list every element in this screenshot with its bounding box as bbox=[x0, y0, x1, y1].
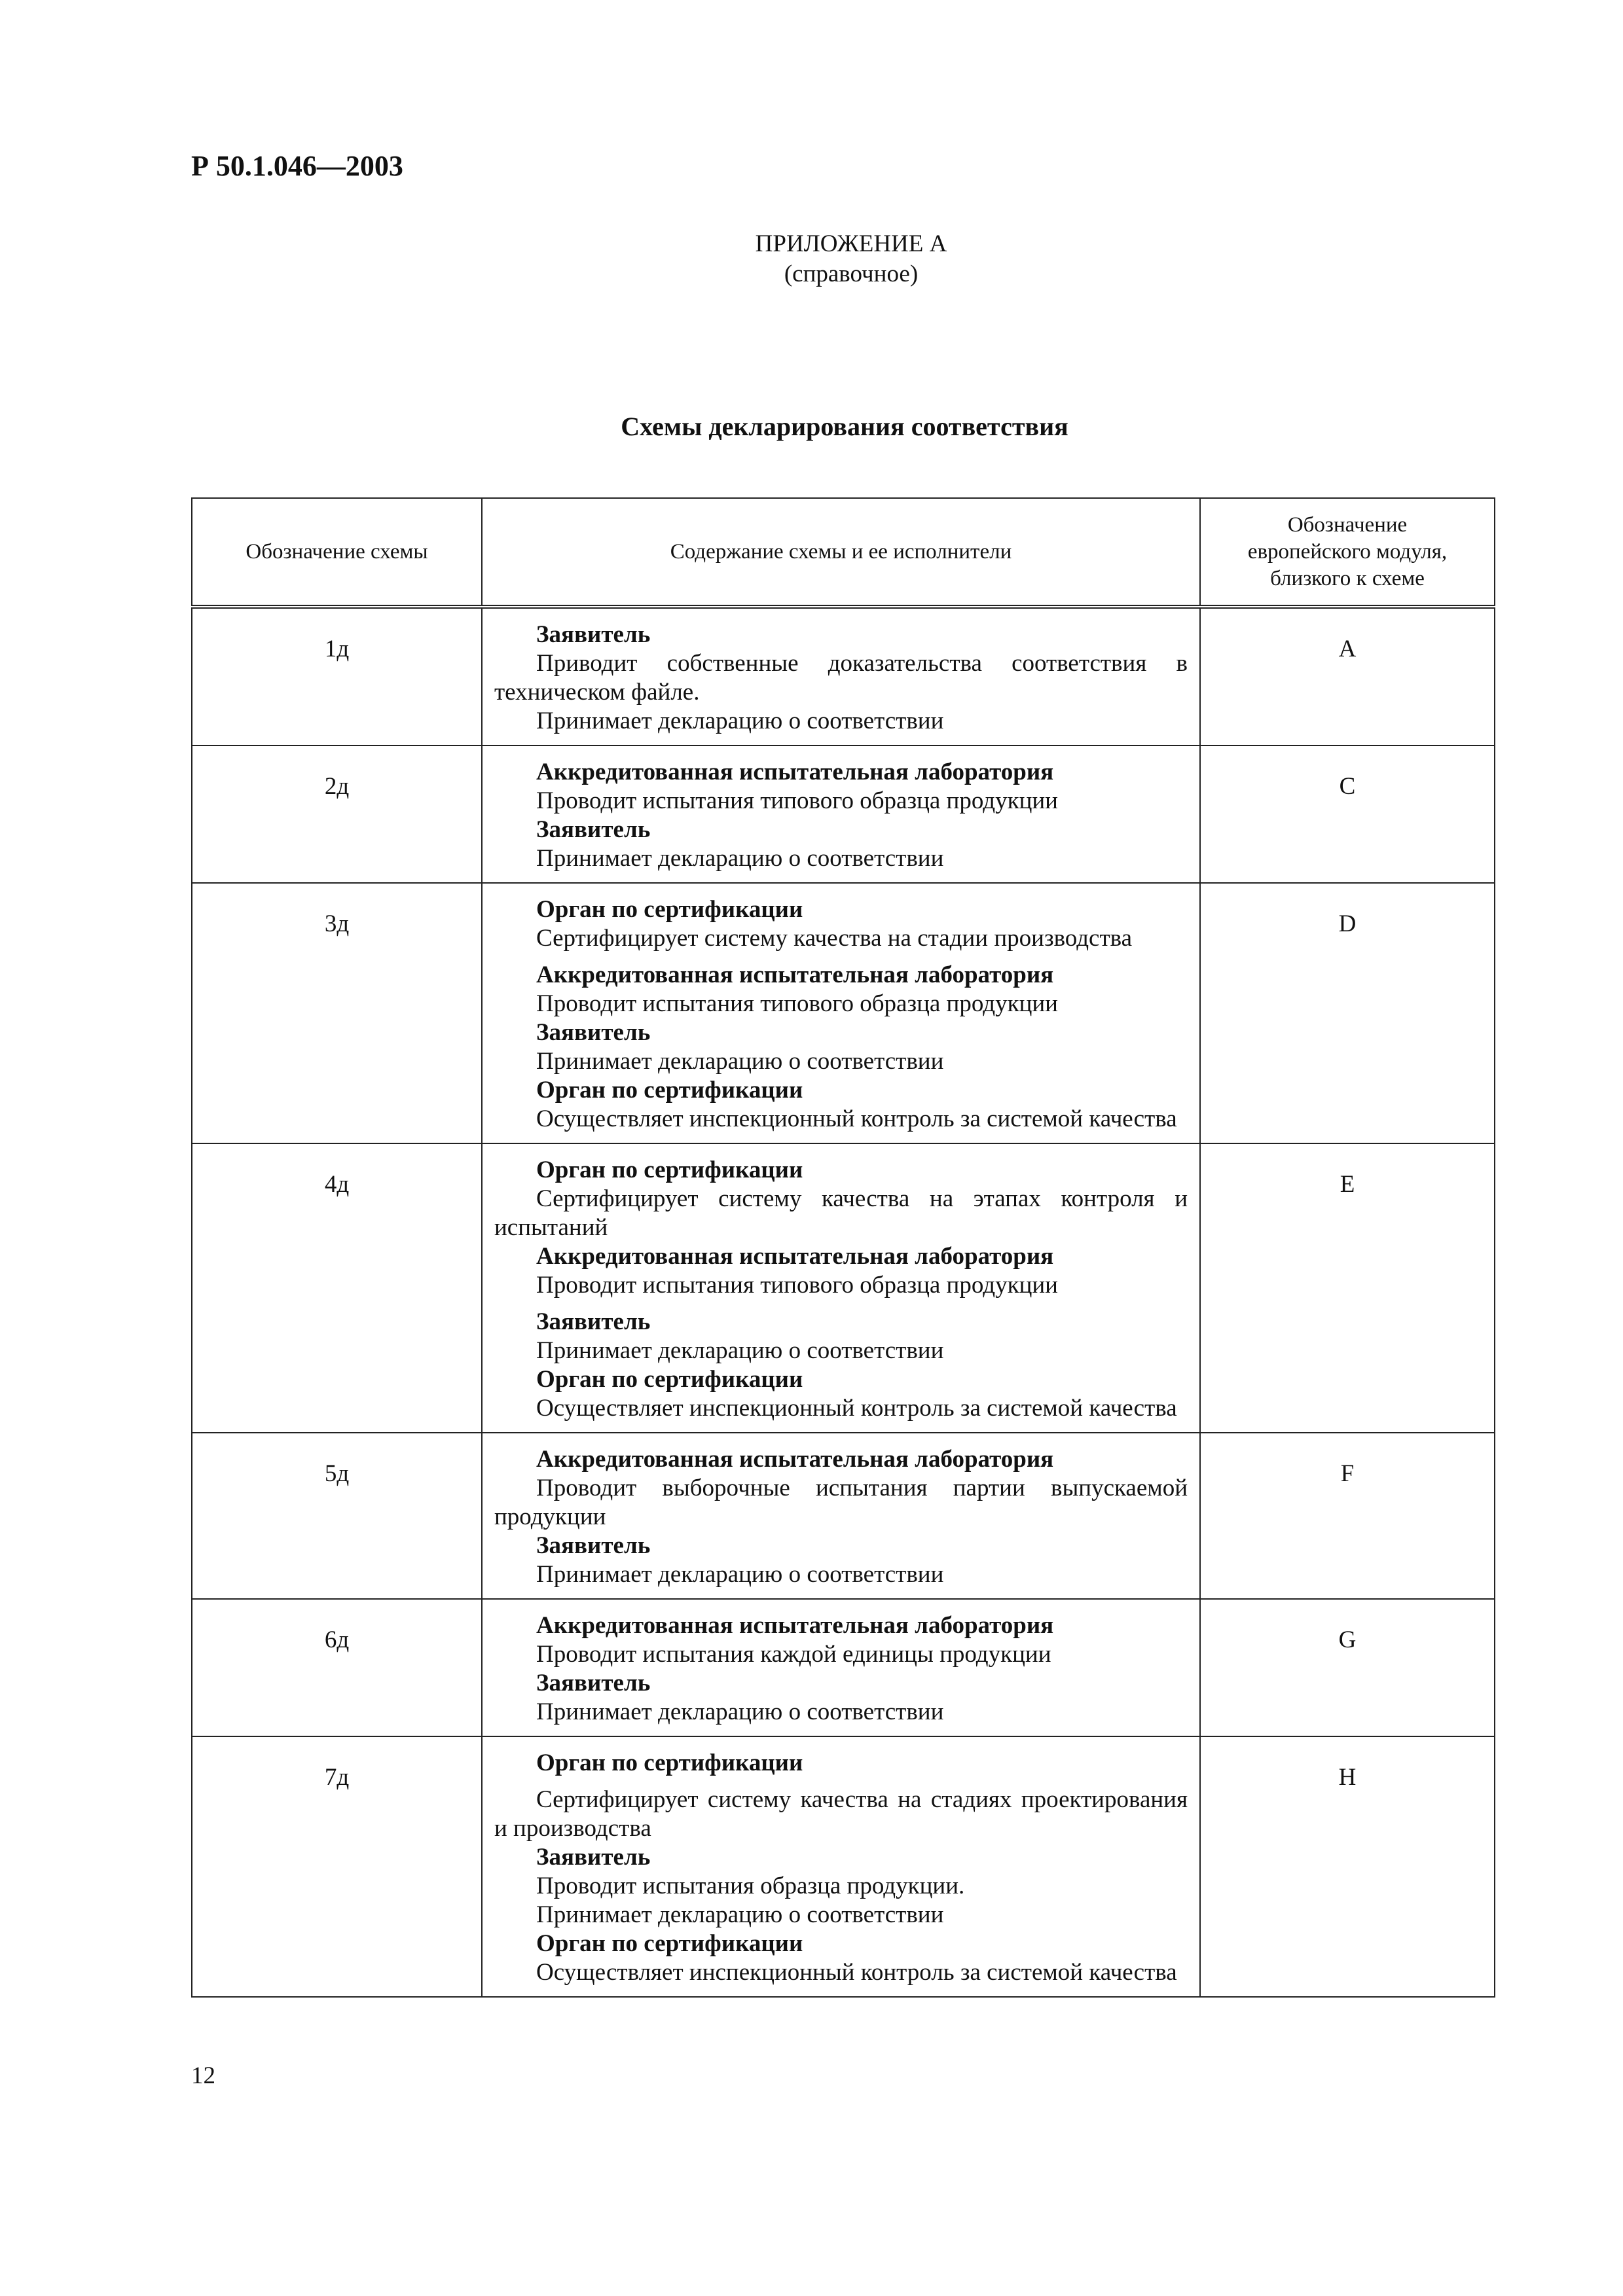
table-row bbox=[192, 883, 1495, 1143]
scheme-content-cell bbox=[482, 1736, 1200, 1997]
performer-action: Принимает декларацию о соответствии bbox=[536, 1901, 944, 1928]
scheme-content-cell bbox=[482, 1599, 1200, 1736]
performer-action: Проводит испытания образца продукции. bbox=[536, 1873, 965, 1899]
performer-action: Проводит испытания каждой единицы продукции bbox=[536, 1641, 1051, 1668]
performer-action: Проводит испытания типового образца продукции bbox=[536, 990, 1058, 1017]
header-module bbox=[1200, 498, 1495, 607]
performer-name: Заявитель bbox=[536, 1019, 651, 1046]
performer-name: Заявитель bbox=[536, 1532, 651, 1559]
scheme-code-cell: 4д bbox=[192, 1143, 482, 1433]
performer-action: Проводит испытания типового образца продукции bbox=[536, 787, 1058, 814]
performer-name: Орган по сертификации bbox=[536, 1749, 803, 1776]
performer-name: Заявитель bbox=[536, 1308, 651, 1335]
page-number: 12 bbox=[191, 2062, 215, 2089]
annex-subtitle: (справочное) bbox=[784, 260, 919, 287]
table-row bbox=[192, 745, 1495, 883]
table-header-row bbox=[192, 498, 1495, 607]
performer-action: Принимает декларацию о соответствии bbox=[536, 1048, 944, 1075]
performer-action: Проводит испытания типового образца продукции bbox=[536, 1272, 1058, 1299]
performer-action: Проводит выборочные испытания партии выпускаемой продукции bbox=[494, 1475, 1188, 1530]
module-cell: F bbox=[1200, 1433, 1495, 1599]
performer-name: Заявитель bbox=[536, 816, 651, 843]
scheme-content-cell bbox=[482, 1433, 1200, 1599]
scheme-code-cell: 2д bbox=[192, 745, 482, 883]
module-cell: D bbox=[1200, 883, 1495, 1143]
performer-name: Орган по сертификации bbox=[536, 1930, 803, 1957]
performer-action: Сертифицирует систему качества на стадии производства bbox=[536, 925, 1133, 952]
header-module-line: европейского модуля, bbox=[1247, 539, 1448, 564]
schemes-table bbox=[191, 497, 1495, 1998]
annex-title: ПРИЛОЖЕНИЕ А bbox=[755, 230, 947, 257]
performer-name: Заявитель bbox=[536, 1844, 651, 1871]
performer-name: Заявитель bbox=[536, 621, 651, 648]
module-cell: G bbox=[1200, 1599, 1495, 1736]
performer-name: Заявитель bbox=[536, 1670, 651, 1696]
performer-name: Орган по сертификации bbox=[536, 1366, 803, 1393]
performer-action: Осуществляет инспекционный контроль за системой качества bbox=[536, 1395, 1177, 1422]
performer-action: Принимает декларацию о соответствии bbox=[536, 845, 944, 872]
module-cell: А bbox=[1200, 607, 1495, 745]
performer-action: Осуществляет инспекционный контроль за системой качества bbox=[536, 1959, 1177, 1986]
scheme-code-cell: 3д bbox=[192, 883, 482, 1143]
scheme-content-cell bbox=[482, 883, 1200, 1143]
performer-name: Аккредитованная испытательная лаборатория bbox=[536, 961, 1054, 988]
annex-heading bbox=[0, 229, 1623, 289]
performer-action: Сертифицирует систему качества на этапах контроля и испытаний bbox=[494, 1185, 1188, 1241]
header-module-line: близкого к схеме bbox=[1270, 566, 1425, 590]
performer-action: Принимает декларацию о соответствии bbox=[536, 1337, 944, 1364]
scheme-code-cell: 5д bbox=[192, 1433, 482, 1599]
performer-action: Сертифицирует систему качества на стадиях проектирования и производства bbox=[494, 1786, 1188, 1842]
performer-action: Принимает декларацию о соответствии bbox=[536, 1698, 944, 1725]
table-row bbox=[192, 1599, 1495, 1736]
table-title: Схемы декларирования соответствия bbox=[621, 412, 1068, 441]
scheme-code-cell: 1д bbox=[192, 607, 482, 745]
module-cell: Н bbox=[1200, 1736, 1495, 1997]
performer-name: Аккредитованная испытательная лаборатория bbox=[536, 759, 1054, 785]
module-cell: С bbox=[1200, 745, 1495, 883]
performer-action: Принимает декларацию о соответствии bbox=[536, 708, 944, 734]
header-content: Содержание схемы и ее исполнители bbox=[482, 498, 1200, 607]
scheme-code-cell: 6д bbox=[192, 1599, 482, 1736]
scheme-content-cell bbox=[482, 1143, 1200, 1433]
performer-action: Осуществляет инспекционный контроль за системой качества bbox=[536, 1105, 1177, 1132]
performer-action: Приводит собственные доказательства соответствия в техническом файле. bbox=[494, 650, 1188, 706]
performer-name: Орган по сертификации bbox=[536, 1157, 803, 1183]
table-row bbox=[192, 1433, 1495, 1599]
table-row bbox=[192, 1143, 1495, 1433]
table-row bbox=[192, 1736, 1495, 1997]
performer-name: Аккредитованная испытательная лаборатория bbox=[536, 1446, 1054, 1473]
scheme-content-cell bbox=[482, 745, 1200, 883]
header-scheme: Обозначение схемы bbox=[192, 498, 482, 607]
table-body bbox=[192, 607, 1495, 1997]
document-code: Р 50.1.046—2003 bbox=[191, 150, 403, 182]
performer-action: Принимает декларацию о соответствии bbox=[536, 1561, 944, 1588]
scheme-content-cell bbox=[482, 607, 1200, 745]
performer-name: Орган по сертификации bbox=[536, 896, 803, 923]
table-row bbox=[192, 607, 1495, 745]
module-cell: Е bbox=[1200, 1143, 1495, 1433]
performer-name: Аккредитованная испытательная лаборатория bbox=[536, 1612, 1054, 1639]
performer-name: Аккредитованная испытательная лаборатория bbox=[536, 1243, 1054, 1270]
header-module-line: Обозначение bbox=[1287, 512, 1408, 537]
performer-name: Орган по сертификации bbox=[536, 1077, 803, 1103]
scheme-code-cell: 7д bbox=[192, 1736, 482, 1997]
